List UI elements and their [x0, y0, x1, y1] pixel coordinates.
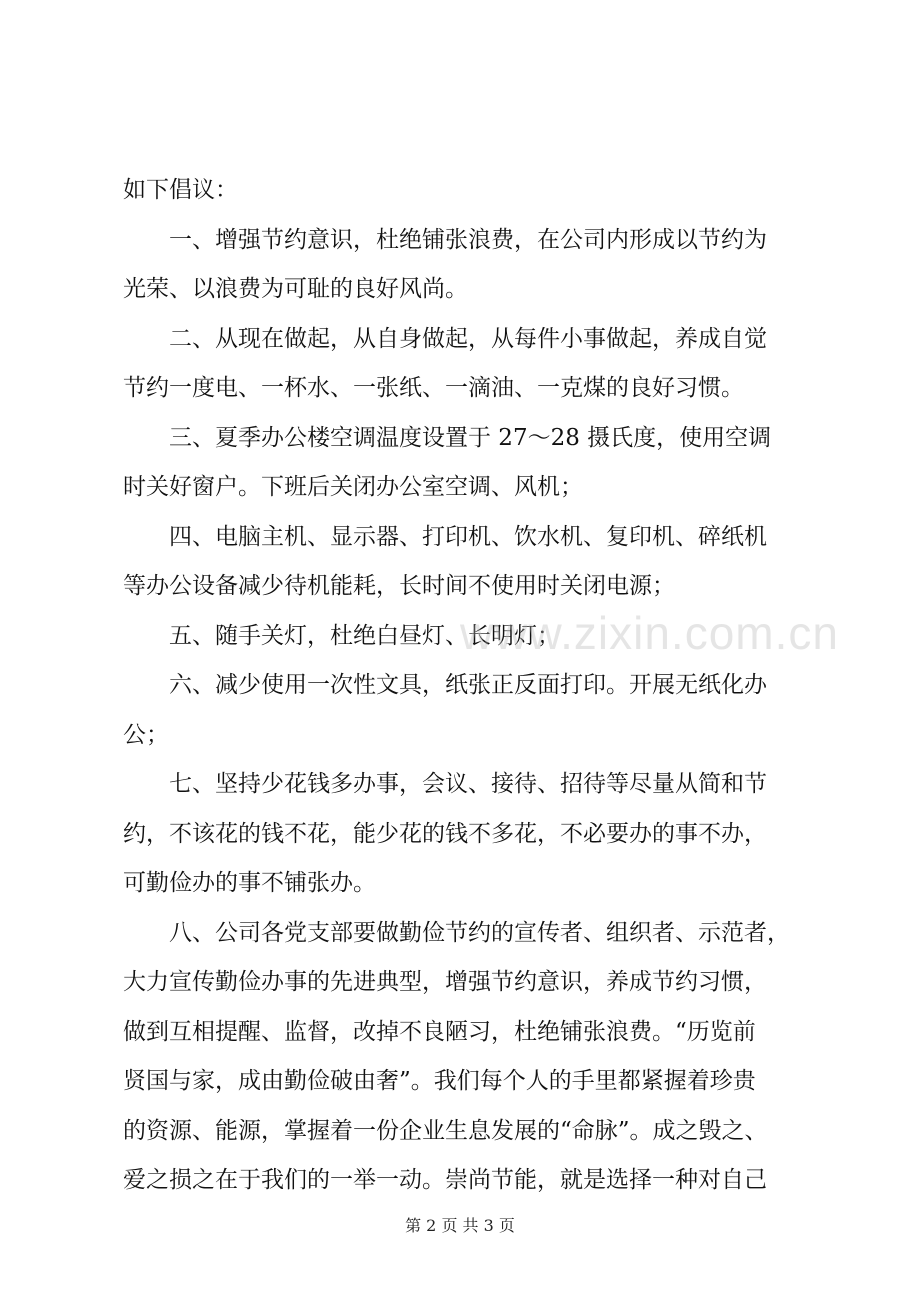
- text-line: 七、坚持少花钱多办事，会议、接待、招待等尽量从简和节: [169, 771, 767, 797]
- text-line: 等办公设备减少待机能耗，长时间不使用时关闭电源；: [123, 573, 675, 599]
- text-line: 贤国与家，成由勤俭破由奢”。我们每个人的手里都紧握着珍贵: [123, 1068, 756, 1094]
- text-line: 的资源、能源，掌握着一份企业生息发展的“命脉”。成之毁之、: [123, 1117, 768, 1144]
- text-line: 可勤俭办的事不铺张办。: [123, 870, 376, 896]
- text-line: 大力宣传勤俭办事的先进典型，增强节约意识，养成节约习惯，: [123, 969, 767, 995]
- text-line: 一、增强节约意识，杜绝铺张浪费，在公司内形成以节约为: [169, 226, 767, 253]
- text-line: 四、电脑主机、显示器、打印机、饮水机、复印机、碎纸机: [169, 523, 767, 550]
- text-line: 六、减少使用一次性文具，纸张正反面打印。开展无纸化办: [169, 672, 767, 698]
- text-line: 做到互相提醒、监督，改掉不良陋习，杜绝铺张浪费。“历览前: [123, 1018, 756, 1045]
- text-line: 三、夏季办公楼空调温度设置于 27～28 摄氏度，使用空调: [169, 424, 772, 451]
- document-body: [123, 166, 803, 1206]
- text-line: 如下倡议：: [123, 177, 238, 203]
- text-line: 时关好窗户。下班后关闭办公室空调、风机；: [123, 474, 583, 500]
- text-line: 五、随手关灯，杜绝白昼灯、长明灯；: [169, 622, 560, 649]
- text-line: 节约一度电、一杯水、一张纸、一滴油、一克煤的良好习惯。: [123, 375, 744, 401]
- text-line: 约，不该花的钱不花，能少花的钱不多花，不必要办的事不办，: [123, 820, 767, 847]
- text-line: 爱之损之在于我们的一举一动。崇尚节能，就是选择一种对自己: [123, 1167, 767, 1193]
- text-line: 光荣、以浪费为可耻的良好风尚。: [123, 276, 468, 302]
- text-line: 二、从现在做起，从自身做起，从每件小事做起，养成自觉: [169, 325, 767, 352]
- watermark: www.zixin.com.cn: [460, 607, 839, 659]
- text-line: 八、公司各党支部要做勤俭节约的宣传者、组织者、示范者，: [169, 919, 790, 946]
- page-footer: 第 2 页 共 3 页: [405, 1216, 515, 1235]
- text-line: 公；: [123, 721, 169, 748]
